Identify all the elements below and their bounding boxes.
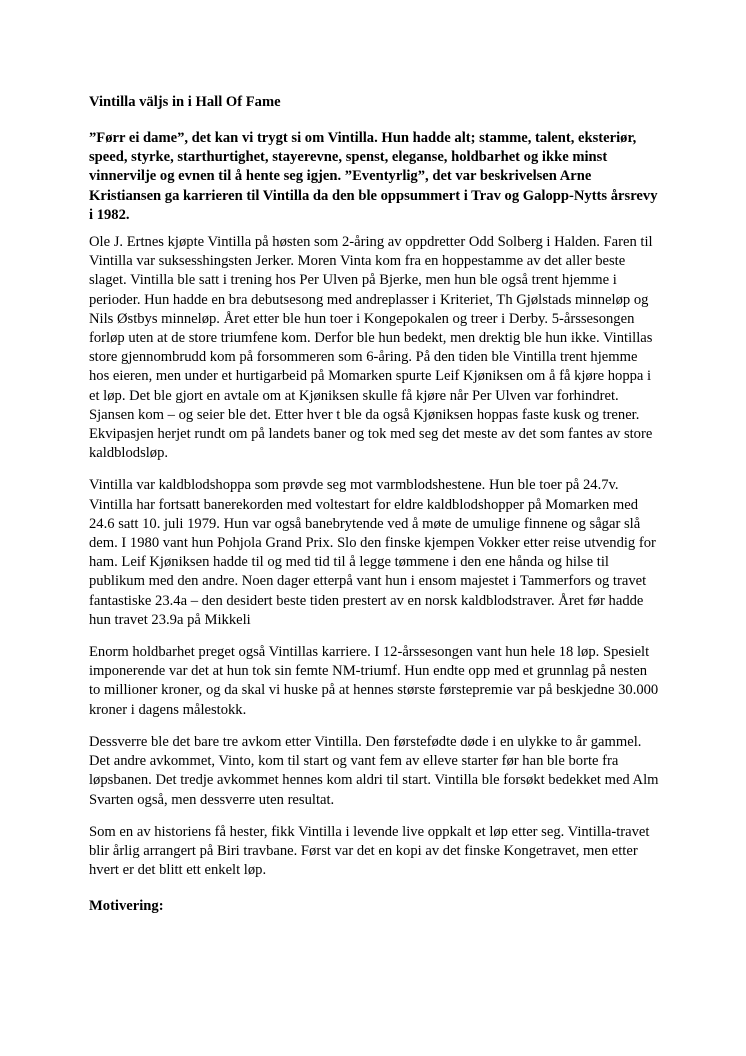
document-page xyxy=(89,93,661,916)
body-paragraph-4: Dessverre ble det bare tre avkom etter Vintilla. Den førstefødte døde i en ulykke to år gammel. Det andre avkommet, Vinto, kom til start og vant fem av elleve starter før han ble borte fra løpsbanen. Det tredje avkommet hennes kom aldri til start. Vintilla ble forsøkt bedekket med Alm Svarten også, men dessverre uten resultat. xyxy=(89,733,659,808)
body-paragraph-2: Vintilla var kaldblodshoppa som prøvde seg mot varmblodshestene. Hun ble toer på 24.7v. Vintilla har fortsatt banerekorden med voltestart for eldre kaldblodshopper på Momarken med 24.6 satt 10. juli 1979. Hun var også banebrytende ved å møte de umulige finnene og sågar slå dem. I 1980 vant hun Pohjola Grand Prix. Slo den finske kjempen Vokker etter reise utvendig for ham. Leif Kjøniksen hadde til og med tid til å legge tømmene i den ene hånda og hilse til publikum med den andre. Noen dager etterpå vant hun i ensom majestet i Tammerfors og travet fantastiske 23.4a – den desidert beste tiden prestert av en norsk kaldblodstraver. Året før hadde hun travet 23.9a på Mikkeli xyxy=(89,477,656,628)
body-paragraph-1: Ole J. Ertnes kjøpte Vintilla på høsten som 2-åring av oppdretter Odd Solberg i Halden. Faren til Vintilla var suksesshingsten Jerker. Moren Vinta kom fra en hoppestamme av det aller beste slaget. Vintilla ble satt i trening hos Per Ulven på Bjerke, men hun ble også trent hjemme i perioder. Hun hadde en bra debutsesong med andreplasser i Kriteriet, Th Gjølstads minneløp og Nils Østbys minneløp. Året etter ble hun toer i Kongepokalen og treer i Derby. 5-årssesongen forløp uten at de store triumfene kom. Derfor ble hun bedekt, men drektig ble hun ikke. Vintillas store gjennombrudd kom på forsommeren som 6-åring. På den tiden ble Vintilla trent hjemme hos eieren, men under et hurtigarbeid på Momarken spurte Leif Kjøniksen om å få kjøre hoppa i et løp. Det ble gjort en avtale om at Kjøniksen skulle få kjøre når Per Ulven var forhindret. Sjansen kom – og seier ble det. Etter hver t ble da også Kjøniksen hoppas faste kusk og trener. Ekvipasjen herjet rundt om på landets baner og tok med seg det meste av det som fantes av store kaldblodsløp. xyxy=(89,234,653,462)
section-heading-motivering: Motivering: xyxy=(89,898,164,915)
lead-paragraph: ”Førr ei dame”, det kan vi trygt si om Vintilla. Hun hadde alt; stamme, talent, eksteriør, speed, styrke, starthurtighet, stayerevne, spenst, eleganse, holdbarhet og ikke minst vinnervilje og evnen til å hente seg igjen. ”Eventyrlig”, det var beskrivelsen Arne Kristiansen ga karrieren til Vintilla da den ble oppsummert i Trav og Galopp-Nytts årsrevy i 1982. xyxy=(89,130,658,223)
document-title: Vintilla väljs in i Hall Of Fame xyxy=(89,94,281,110)
body-paragraph-5: Som en av historiens få hester, fikk Vintilla i levende live oppkalt et løp etter seg. Vintilla-travet blir årlig arrangert på Biri travbane. Først var det en kopi av det finske Kongetravet, men etter hvert er det blitt ett enkelt løp. xyxy=(89,823,650,879)
body-paragraph-3: Enorm holdbarhet preget også Vintillas karriere. I 12-årssesongen vant hun hele 18 løp. Spesielt imponerende var det at hun tok sin femte NM-triumf. Hun endte opp med et grunnlag på nesten to millioner kroner, og da skal vi huske på at hennes største førstepremie var på beskjedne 30.000 kroner i dagens målestokk. xyxy=(89,644,659,718)
